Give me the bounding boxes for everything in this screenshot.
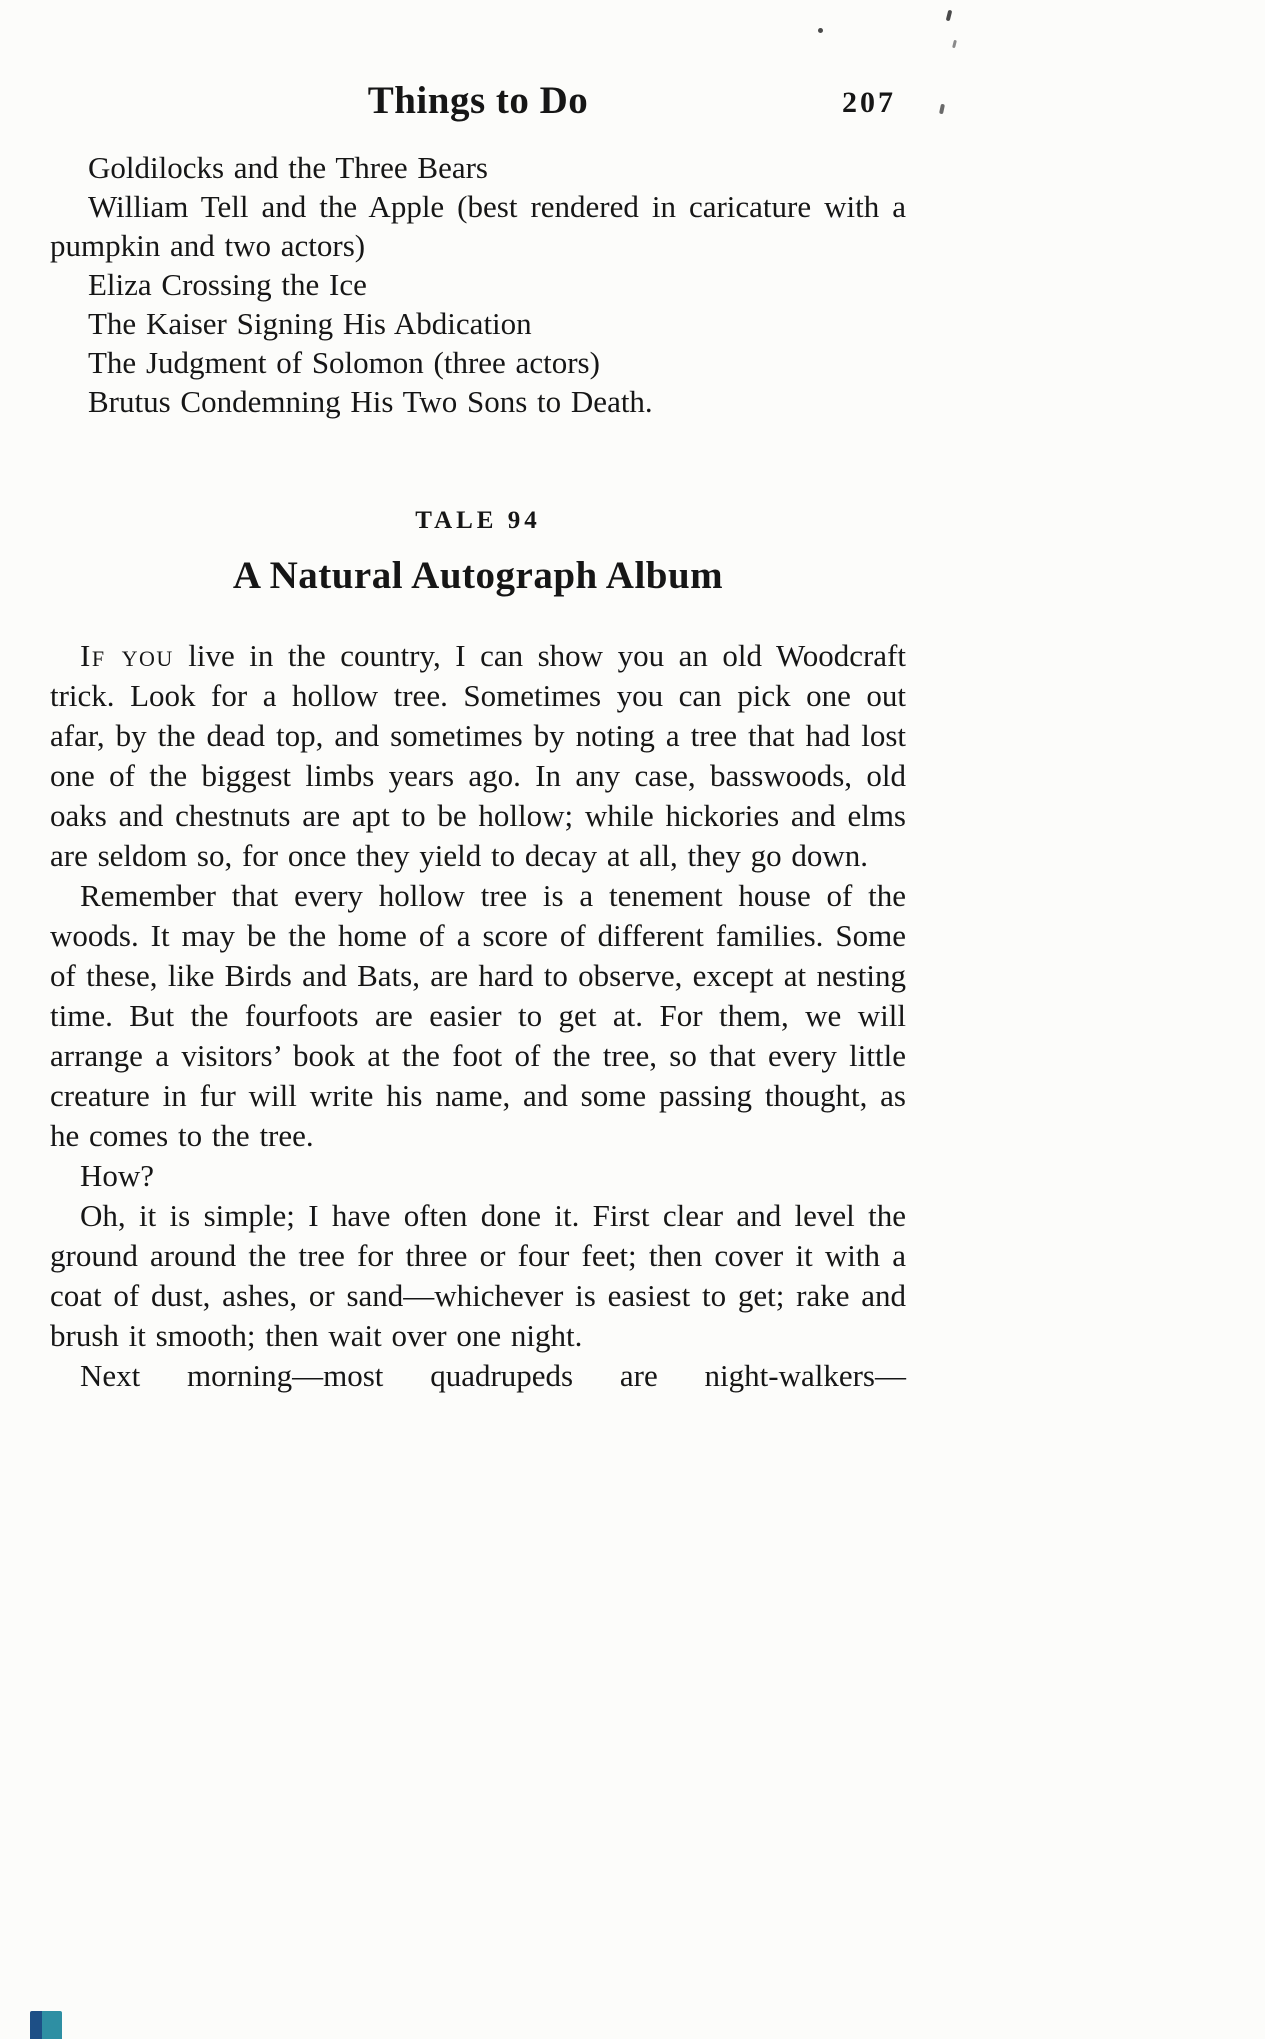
paragraph xyxy=(50,636,906,876)
running-head-title: Things to Do xyxy=(367,79,589,122)
tableau-list xyxy=(50,148,906,421)
page-header xyxy=(50,78,906,132)
tale-title: A Natural Autograph Album xyxy=(232,554,724,597)
paragraph-text: live in the country, I can show you an old Woodcraft trick. Look for a hollow tree. Sometimes you can pick one out afar, by the dead top, and sometimes by noting a tree that had lost one of the biggest limbs years ago. In any case, basswoods, old oaks and chestnuts are apt to be hollow; while hickories and elms are seldom so, for once they yield to decay at all, they go down. xyxy=(50,638,906,873)
scan-corner-mark xyxy=(30,2011,62,2039)
text-column xyxy=(50,0,906,1396)
paragraph xyxy=(50,1196,906,1356)
list-item: The Kaiser Signing His Abdication xyxy=(88,306,532,341)
scan-speck xyxy=(939,104,945,115)
list-item: The Judgment of Solomon (three actors) xyxy=(88,345,600,380)
list-item: William Tell and the Apple (best rendered in caricature with a pumpkin and two actors) xyxy=(50,189,906,263)
paragraph xyxy=(50,1356,906,1396)
page-number: 207 xyxy=(842,86,896,119)
paragraph-lead: If you xyxy=(80,638,174,673)
tale-label: TALE 94 xyxy=(415,507,541,534)
scan-speck xyxy=(818,28,823,33)
list-item: Goldilocks and the Three Bears xyxy=(88,150,488,185)
paragraph-text: How? xyxy=(80,1158,155,1193)
paragraph-text: Oh, it is simple; I have often done it. First clear and level the ground around the tree for three or four feet; then cover it with a coat of dust, ashes, or sand—whichever is easiest to get; rake and brush it smooth; then wait over one night. xyxy=(50,1198,906,1353)
paragraph-text: Next morning—most quadrupeds are night-walkers— xyxy=(80,1358,906,1393)
tale-heading-block xyxy=(50,507,906,598)
paragraph-text: Remember that every hollow tree is a tenement house of the woods. It may be the home of a score of different families. Some of these, like Birds and Bats, are hard to observe, except at nesting time. But the fourfoots are easier to get at. For them, we will arrange a visitors’ book at the foot of the tree, so that every little creature in fur will write his name, and some passing thought, as he comes to the tree. xyxy=(50,878,906,1153)
list-item: Brutus Condemning His Two Sons to Death. xyxy=(88,384,653,419)
scan-speck xyxy=(946,10,953,22)
paragraph xyxy=(50,876,906,1156)
scan-speck xyxy=(952,40,957,48)
body-text xyxy=(50,636,906,1396)
paragraph xyxy=(50,1156,906,1196)
list-item: Eliza Crossing the Ice xyxy=(88,267,367,302)
